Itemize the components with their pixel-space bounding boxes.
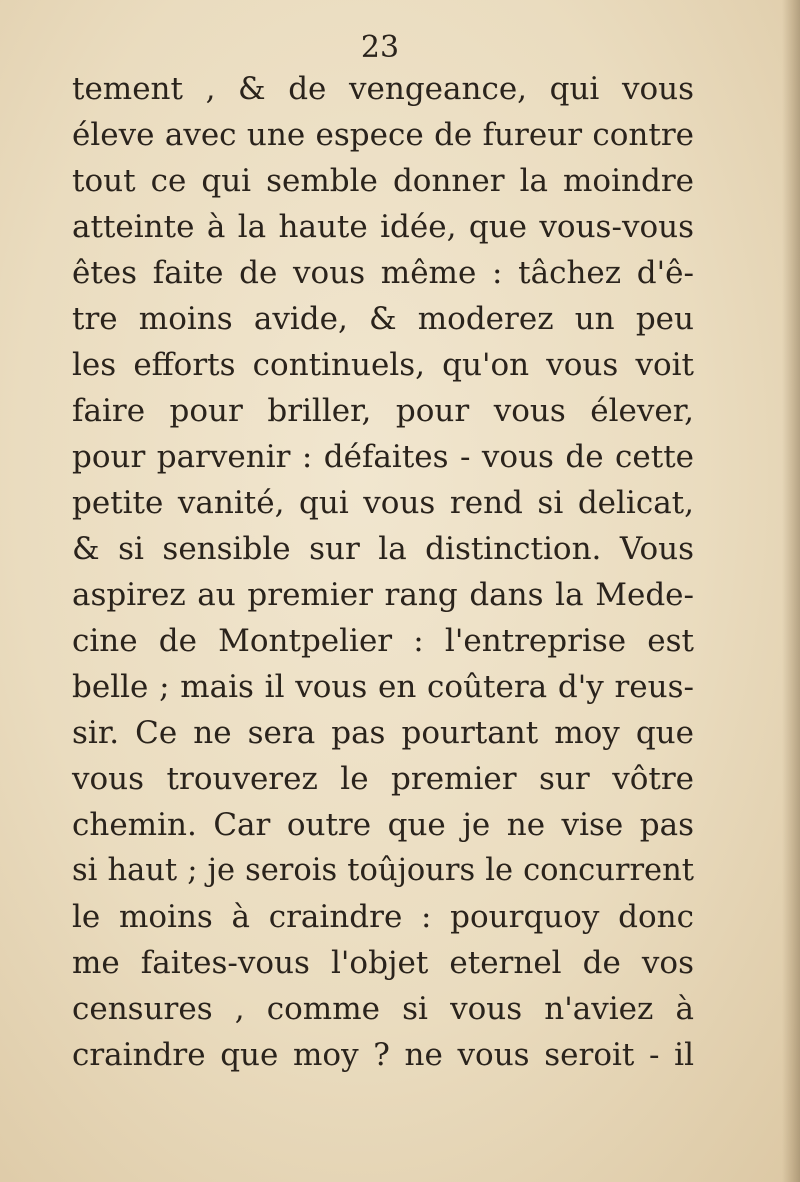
text-line: censures , comme si vous n'aviez à — [72, 991, 694, 1027]
text-line: les efforts continuels, qu'on vous voit — [72, 347, 694, 383]
page-edge-shadow — [782, 0, 800, 1182]
text-line: éleve avec une espece de fureur contre — [72, 117, 694, 153]
text-line: sir. Ce ne sera pas pourtant moy que — [72, 715, 694, 751]
text-line: si haut ; je serois toûjours le concurrent — [72, 853, 694, 888]
text-line: tement , & de vengeance, qui vous — [72, 71, 694, 107]
text-line: craindre que moy ? ne vous seroit - il — [72, 1037, 694, 1073]
text-line: belle ; mais il vous en coûtera d'y reus- — [72, 669, 694, 705]
text-line: chemin. Car outre que je ne vise pas — [72, 807, 694, 843]
text-line: & si sensible sur la distinction. Vous — [72, 531, 694, 567]
text-line: êtes faite de vous même : tâchez d'ê- — [72, 255, 694, 291]
text-line: atteinte à la haute idée, que vous-vous — [72, 209, 694, 245]
text-line: me faites-vous l'objet eternel de vos — [72, 945, 694, 981]
text-line: tout ce qui semble donner la moindre — [72, 163, 694, 199]
text-line: aspirez au premier rang dans la Mede- — [72, 577, 694, 613]
text-line: tre moins avide, & moderez un peu — [72, 301, 694, 337]
text-line: le moins à craindre : pourquoy donc — [72, 899, 694, 935]
text-line: faire pour briller, pour vous élever, — [72, 393, 694, 429]
body-text — [72, 66, 694, 1078]
text-line: vous trouverez le premier sur vôtre — [72, 761, 694, 797]
text-line: petite vanité, qui vous rend si delicat, — [72, 485, 694, 521]
text-line: cine de Montpelier : l'entreprise est — [72, 623, 694, 659]
page-number: 23 — [360, 30, 400, 65]
text-line: pour parvenir : défaites - vous de cette — [72, 439, 694, 475]
